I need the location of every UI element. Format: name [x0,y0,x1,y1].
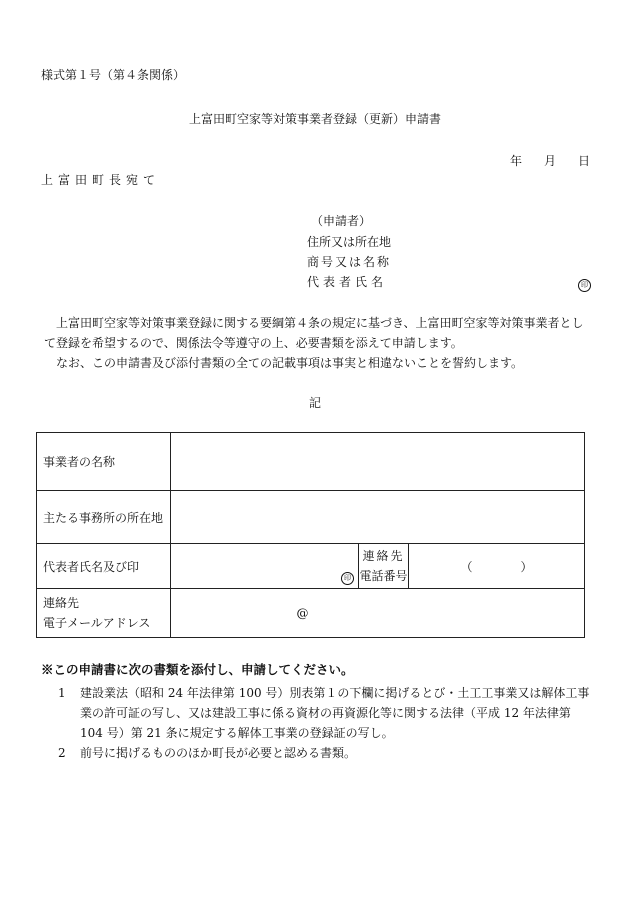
table-row [37,433,585,491]
seal-icon: 印 [578,279,591,292]
table-row [37,544,585,589]
note-text: 建設業法（昭和 24 年法律第 100 号）別表第１の下欄に掲げるとび・土工工事業又は解体工事業の許可証の写し、又は建設工事に係る資材の再資源化等に関する法律（平成 12 年法律第 104 号）第 21 条に規定する解体工事業の登録証の写し。 [80,686,590,740]
table-row [37,589,585,638]
phone-number-field[interactable]: （ ） [409,544,585,589]
form-number-label: 様式第１号（第４条関係） [41,68,186,82]
registration-table [36,432,585,638]
phone-number-label: 電話番号 [359,569,408,583]
main-office-field[interactable] [171,491,585,544]
applicant-heading: （申請者） [311,214,372,228]
applicant-address-label: 住所又は所在地 [307,235,392,249]
table-row [37,491,585,544]
document-title: 上富田町空家等対策事業者登録（更新）申請書 [188,112,441,126]
notes-list [44,683,594,763]
pledge-paragraph: なお、この申請書及び添付書類の全ての記載事項は事実と相違ないことを誓約します。 [56,356,524,370]
date-month-label: 月 [544,154,557,168]
note-number: 2 [58,746,66,760]
representative-field[interactable] [171,544,359,589]
email-contact-label: 連絡先 [43,596,80,610]
date-year-label: 年 [510,154,523,168]
note-number: 1 [58,686,66,700]
declaration-paragraph: 上富田町空家等対策事業登録に関する要綱第４条の規定に基づき、上富田町空家等対策事業者として登録を希望するので、関係法令等遵守の上、必要書類を添えて申請します。 [44,316,584,350]
applicant-representative-label: 代表者氏名 [307,275,388,289]
date-day-label: 日 [578,154,591,168]
applicant-seal-mark [578,276,591,292]
addressee: 上富田町長宛て [41,173,161,187]
main-office-label: 主たる事務所の所在地 [37,491,171,544]
email-label-cell [37,589,171,638]
contact-label: 連絡先 [362,549,405,563]
representative-label: 代表者氏名及び印 [37,544,171,589]
declaration-text [44,313,592,373]
list-item [44,683,594,743]
phone-label-cell [359,544,409,589]
business-name-field[interactable] [171,433,585,491]
ki-heading: 記 [308,396,321,410]
list-item [44,743,594,763]
seal-icon: 印 [341,572,354,585]
notes-heading: ※この申請書に次の書類を添付し、申請してください。 [41,662,354,677]
email-field[interactable] [171,589,585,638]
note-text: 前号に掲げるもののほか町長が必要と認める書類。 [80,746,357,760]
business-name-label: 事業者の名称 [37,433,171,491]
email-address-label: 電子メールアドレス [43,616,151,630]
email-at-sign: @ [296,606,309,620]
applicant-trade-name-label: 商号又は名称 [307,255,392,269]
